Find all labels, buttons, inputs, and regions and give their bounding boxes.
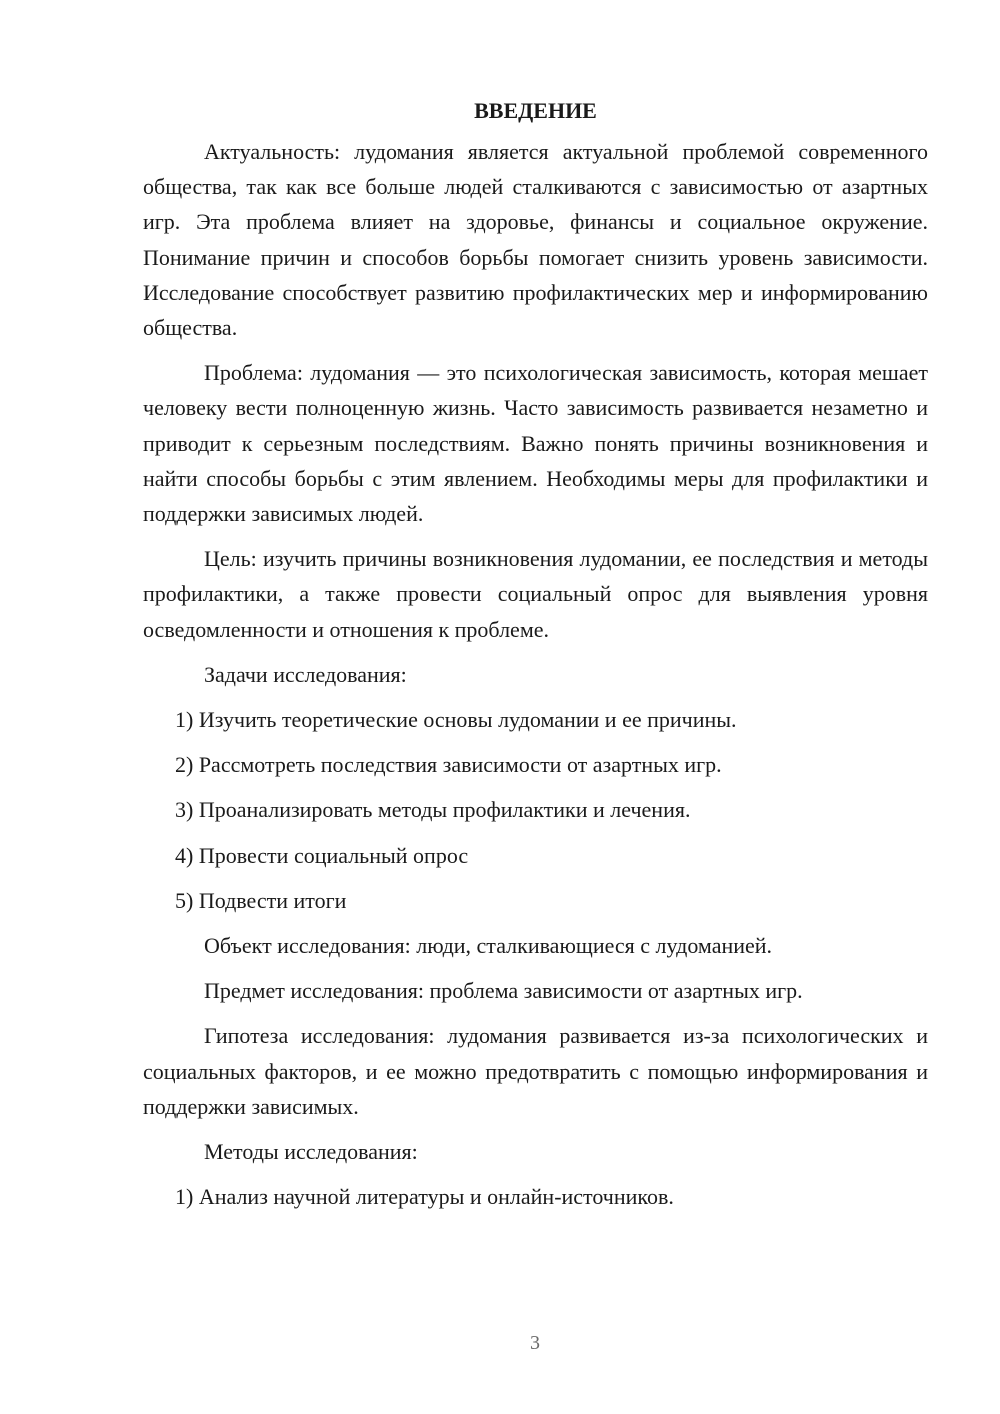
goal-paragraph: Цель: изучить причины возникновения лудомании, ее последствия и методы профилактики, а также провести социальный опрос для выявления уровня осведомленности и отношения к проблеме. xyxy=(143,546,928,642)
task-item-4: 4) Провести социальный опрос xyxy=(175,842,469,868)
task-item-2: 2) Рассмотреть последствия зависимости от азартных игр. xyxy=(175,752,722,778)
methods-title: Методы исследования: xyxy=(204,1139,418,1165)
method-item-1: 1) Анализ научной литературы и онлайн-источников. xyxy=(175,1184,674,1210)
tasks-title: Задачи исследования: xyxy=(204,661,407,687)
research-object: Объект исследования: люди, сталкивающиеся с лудоманией. xyxy=(204,933,773,959)
research-subject: Предмет исследования: проблема зависимости от азартных игр. xyxy=(204,978,803,1004)
task-item-5: 5) Подвести итоги xyxy=(175,887,347,913)
task-item-3: 3) Проанализировать методы профилактики и лечения. xyxy=(175,797,691,823)
page-content xyxy=(143,93,928,1224)
section-heading: ВВЕДЕНИЕ xyxy=(474,98,597,123)
hypothesis-paragraph: Гипотеза исследования: лудомания развивается из-за психологических и социальных факторов, и ее можно предотвратить с помощью информирования и поддержки зависимых. xyxy=(143,1023,928,1119)
relevance-paragraph: Актуальность: лудомания является актуальной проблемой современного общества, так как все больше людей сталкиваются с зависимостью от азартных игр. Эта проблема влияет на здоровье, финансы и социальное окружение. Понимание причин и способов борьбы помогает снизить уровень зависимости. Исследование способствует развитию профилактических мер и информированию общества. xyxy=(143,139,928,341)
page-number: 3 xyxy=(530,1332,540,1354)
task-item-1: 1) Изучить теоретические основы лудомании и ее причины. xyxy=(175,707,737,733)
problem-paragraph: Проблема: лудомания — это психологическая зависимость, которая мешает человеку вести полноценную жизнь. Часто зависимость развивается незаметно и приводит к серьезным последствиям. Важно понять причины возникновения и найти способы борьбы с этим явлением. Необходимы меры для профилактики и поддержки зависимых людей. xyxy=(143,360,928,527)
